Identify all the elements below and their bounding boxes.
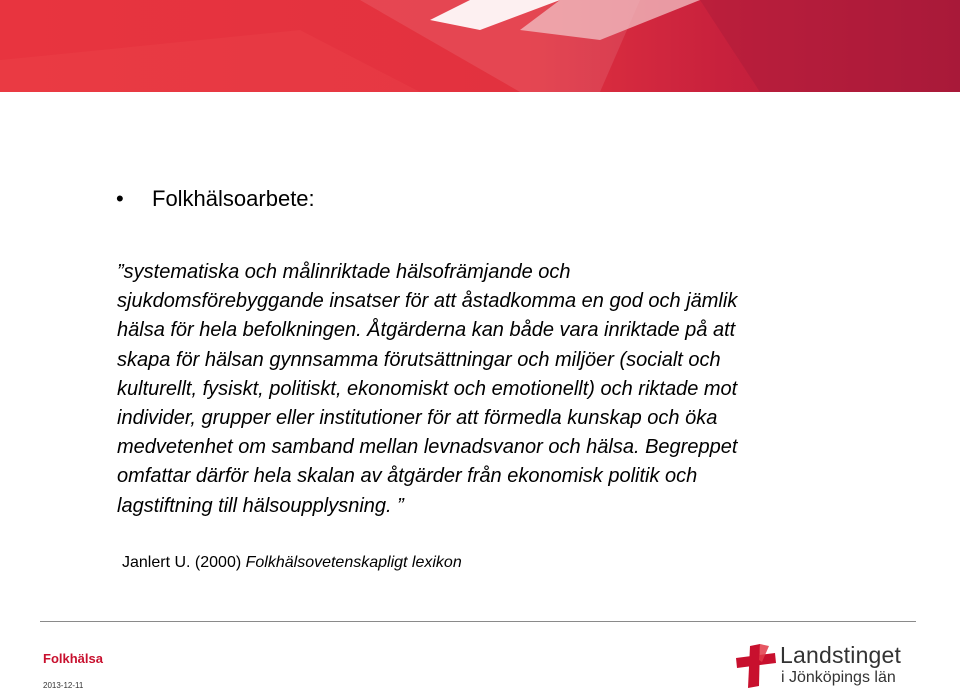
footer-date: 2013-12-11 bbox=[43, 681, 84, 690]
quote-line: kulturellt, fysiskt, politiskt, ekonomiskt och emotionellt) och riktade mot bbox=[117, 377, 738, 400]
quote-line: individer, grupper eller institutioner för att förmedla kunskap och öka bbox=[117, 407, 718, 430]
quote-line: sjukdomsförebyggande insatser för att åstadkomma en god och jämlik bbox=[117, 290, 738, 313]
footer-divider bbox=[40, 621, 916, 622]
logo-region: i Jönköpings län bbox=[781, 669, 896, 686]
citation-author-year: Janlert U. (2000) bbox=[122, 554, 246, 571]
quote-line: ”systematiska och målinriktade hälsofrämjande och bbox=[117, 261, 571, 283]
bullet-heading-text: Folkhälsoarbete: bbox=[152, 186, 315, 211]
bullet-heading bbox=[116, 184, 315, 214]
header-banner-graphic bbox=[0, 0, 960, 92]
bullet-marker: • bbox=[116, 186, 124, 211]
organization-logo bbox=[736, 644, 926, 688]
quote-line: medvetenhet om samband mellan levnadsvanor och hälsa. Begreppet bbox=[117, 436, 738, 459]
header-banner bbox=[0, 0, 960, 92]
quote-line: skapa för hälsan gynnsamma förutsättningar och miljöer (socialt och bbox=[117, 348, 721, 371]
quote-line: hälsa för hela befolkningen. Åtgärderna kan både vara inriktade på att bbox=[117, 319, 736, 342]
logo-name: Landstinget bbox=[780, 642, 902, 668]
landstinget-cross-icon bbox=[736, 644, 776, 688]
source-citation bbox=[122, 552, 462, 574]
citation-work-title: Folkhälsovetenskapligt lexikon bbox=[245, 554, 462, 571]
quote-line: omfattar därför hela skalan av åtgärder från ekonomisk politik och bbox=[117, 465, 698, 488]
quote-line: lagstiftning till hälsoupplysning. ” bbox=[117, 494, 404, 517]
definition-quote bbox=[117, 258, 897, 521]
footer-title: Folkhälsa bbox=[43, 651, 103, 666]
